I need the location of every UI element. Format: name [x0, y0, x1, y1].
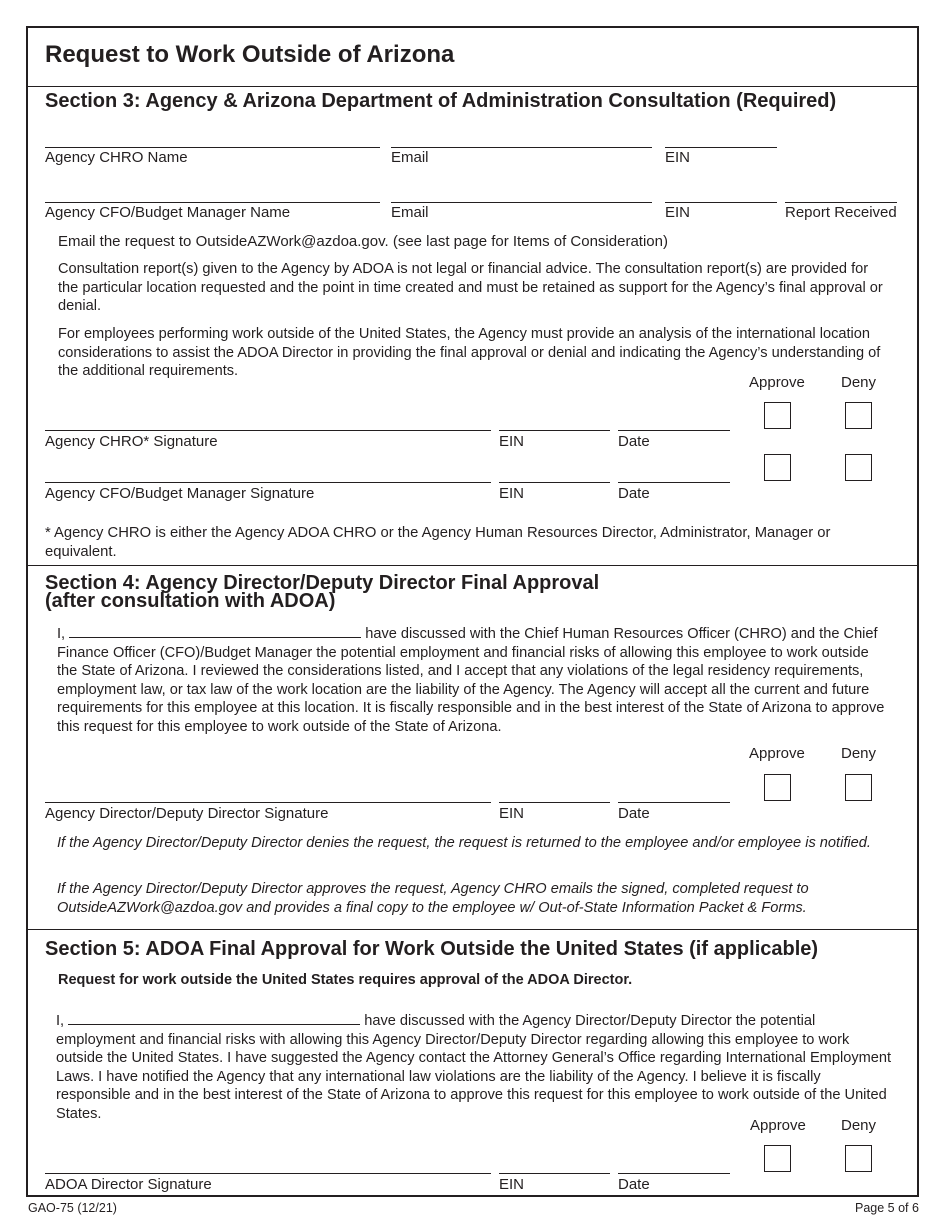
chro-footnote: * Agency CHRO is either the Agency ADOA CHRO or the Agency Human Resources Director, Administrator, Manager or equivalent. — [45, 525, 831, 560]
report-received-label: Report Received — [785, 204, 897, 221]
adoa-signature-field[interactable] — [45, 1173, 491, 1174]
adoa-date-label: Date — [618, 1176, 650, 1193]
statement-rest: Chief Finance Officer (CFO)/Budget Manager the potential employment and financial risks of allowing this employee to work outside the State of Arizona. I reviewed the considerations listed, and I accept that any violations of the legal residency requirements, employment law, or tax law of the work location are the liability of the Agency. The Agency will accept all the current and future requirements for this employee at this location. It is fiscally responsible and in the best interest of the State of Arizona to approve this request for this employee to work outside of the State of Arizona. — [57, 626, 885, 735]
statement-first: have discussed with the Chief Human Resources Officer (CHRO) and the — [365, 626, 840, 642]
approve-label: Approve — [749, 374, 805, 391]
cfo-sig-date-label: Date — [618, 485, 650, 502]
approve-label: Approve — [750, 1117, 806, 1134]
i-prefix: I, — [56, 1013, 65, 1029]
section4-heading-line1: Section 4: Agency Director/Deputy Director Final Approval — [45, 572, 600, 594]
cfo-signature-label: Agency CFO/Budget Manager Signature — [45, 485, 315, 502]
director-date-label: Date — [618, 805, 650, 822]
section4-statement — [57, 624, 887, 737]
cfo-approve-checkbox[interactable] — [764, 454, 791, 481]
cfo-sig-date-field[interactable] — [618, 482, 730, 483]
deny-note: If the Agency Director/Deputy Director denies the request, the request is returned to the employee and/or employee is notified. — [57, 835, 871, 851]
cfo-ein-label: EIN — [665, 204, 691, 221]
chro-signature-label: Agency CHRO* Signature — [45, 433, 218, 450]
chro-sig-ein-label: EIN — [499, 433, 525, 450]
chro-sig-date-label: Date — [618, 433, 650, 450]
director-signature-label: Agency Director/Deputy Director Signature — [45, 805, 329, 822]
chro-sig-ein-field[interactable] — [499, 430, 610, 431]
section5-statement — [56, 1011, 892, 1124]
adoa-approve-checkbox[interactable] — [764, 1145, 791, 1172]
consultation-paragraph: Consultation report(s) given to the Agency by ADOA is not legal or financial advice. The consultation report(s) are provided for the particular location requested and the point in time created and must be retained as support for the Agency’s final approval or denial. — [58, 261, 883, 315]
cfo-name-label: Agency CFO/Budget Manager Name — [45, 204, 291, 221]
chro-ein-label: EIN — [665, 149, 691, 166]
director-approve-checkbox[interactable] — [764, 774, 791, 801]
director-ein-label: EIN — [499, 805, 525, 822]
deny-label: Deny — [841, 745, 877, 762]
approve-note: If the Agency Director/Deputy Director approves the request, Agency CHRO emails the signed, completed request to OutsideAZWork@azdoa.gov and provides a final copy to the employee w/ Out-of-State Information Packet & Forms. — [57, 881, 809, 916]
divider — [28, 565, 917, 566]
director-name-blank[interactable] — [69, 624, 361, 638]
report-received-field[interactable] — [785, 202, 897, 203]
cfo-ein-field[interactable] — [665, 202, 777, 203]
chro-ein-field[interactable] — [665, 147, 777, 148]
cfo-sig-ein-label: EIN — [499, 485, 525, 502]
page-title: Request to Work Outside of Arizona — [45, 41, 455, 68]
adoa-director-name-blank[interactable] — [68, 1011, 360, 1025]
director-deny-checkbox[interactable] — [845, 774, 872, 801]
chro-sig-date-field[interactable] — [618, 430, 730, 431]
statement-rest: employment and financial risks with allowing this Agency Director/Deputy Director regarding allowing this employee to work outside the United States. I have suggested the Agency contact the Attorney General’s Office regarding International Employment Laws. I have notified the Agency that any international law violations are the liability of the Agency. I believe it is fiscally responsible and in the best interest of the State of Arizona to approve this request for this employee to work outside of the United States. — [56, 1031, 892, 1122]
cfo-email-field[interactable] — [391, 202, 652, 203]
adoa-deny-checkbox[interactable] — [845, 1145, 872, 1172]
director-ein-field[interactable] — [499, 802, 610, 803]
adoa-date-field[interactable] — [618, 1173, 730, 1174]
email-instruction: Email the request to OutsideAZWork@azdoa.gov. (see last page for Items of Consideration) — [58, 233, 668, 250]
page-number: Page 5 of 6 — [855, 1201, 919, 1215]
director-date-field[interactable] — [618, 802, 730, 803]
chro-email-label: Email — [391, 149, 429, 166]
cfo-deny-checkbox[interactable] — [845, 454, 872, 481]
section5-subheading: Request for work outside the United States requires approval of the ADOA Director. — [58, 972, 633, 988]
statement-first: have discussed with the Agency Director/Deputy Director the potential — [364, 1013, 816, 1029]
chro-email-field[interactable] — [391, 147, 652, 148]
divider — [28, 929, 917, 930]
adoa-signature-label: ADOA Director Signature — [45, 1176, 212, 1193]
director-signature-field[interactable] — [45, 802, 491, 803]
chro-name-field[interactable] — [45, 147, 380, 148]
section5-heading: Section 5: ADOA Final Approval for Work Outside the United States (if applicable) — [45, 938, 819, 960]
chro-name-label: Agency CHRO Name — [45, 149, 188, 166]
cfo-email-label: Email — [391, 204, 429, 221]
chro-approve-checkbox[interactable] — [764, 402, 791, 429]
cfo-sig-ein-field[interactable] — [499, 482, 610, 483]
divider — [28, 86, 917, 87]
deny-label: Deny — [841, 1117, 877, 1134]
chro-signature-field[interactable] — [45, 430, 491, 431]
form-id: GAO-75 (12/21) — [28, 1201, 117, 1215]
approve-label: Approve — [749, 745, 805, 762]
cfo-name-field[interactable] — [45, 202, 380, 203]
section3-heading: Section 3: Agency & Arizona Department of Administration Consultation (Required) — [45, 90, 837, 112]
chro-deny-checkbox[interactable] — [845, 402, 872, 429]
cfo-signature-field[interactable] — [45, 482, 491, 483]
adoa-ein-field[interactable] — [499, 1173, 610, 1174]
international-paragraph: For employees performing work outside of the United States, the Agency must provide an analysis of the international location considerations to assist the ADOA Director in providing the final approval or denial and indicating the Agency’s understanding of the additional requirements. — [58, 326, 881, 380]
adoa-ein-label: EIN — [499, 1176, 525, 1193]
section4-heading-line2: (after consultation with ADOA) — [45, 590, 336, 612]
i-prefix: I, — [57, 626, 66, 642]
deny-label: Deny — [841, 374, 877, 391]
